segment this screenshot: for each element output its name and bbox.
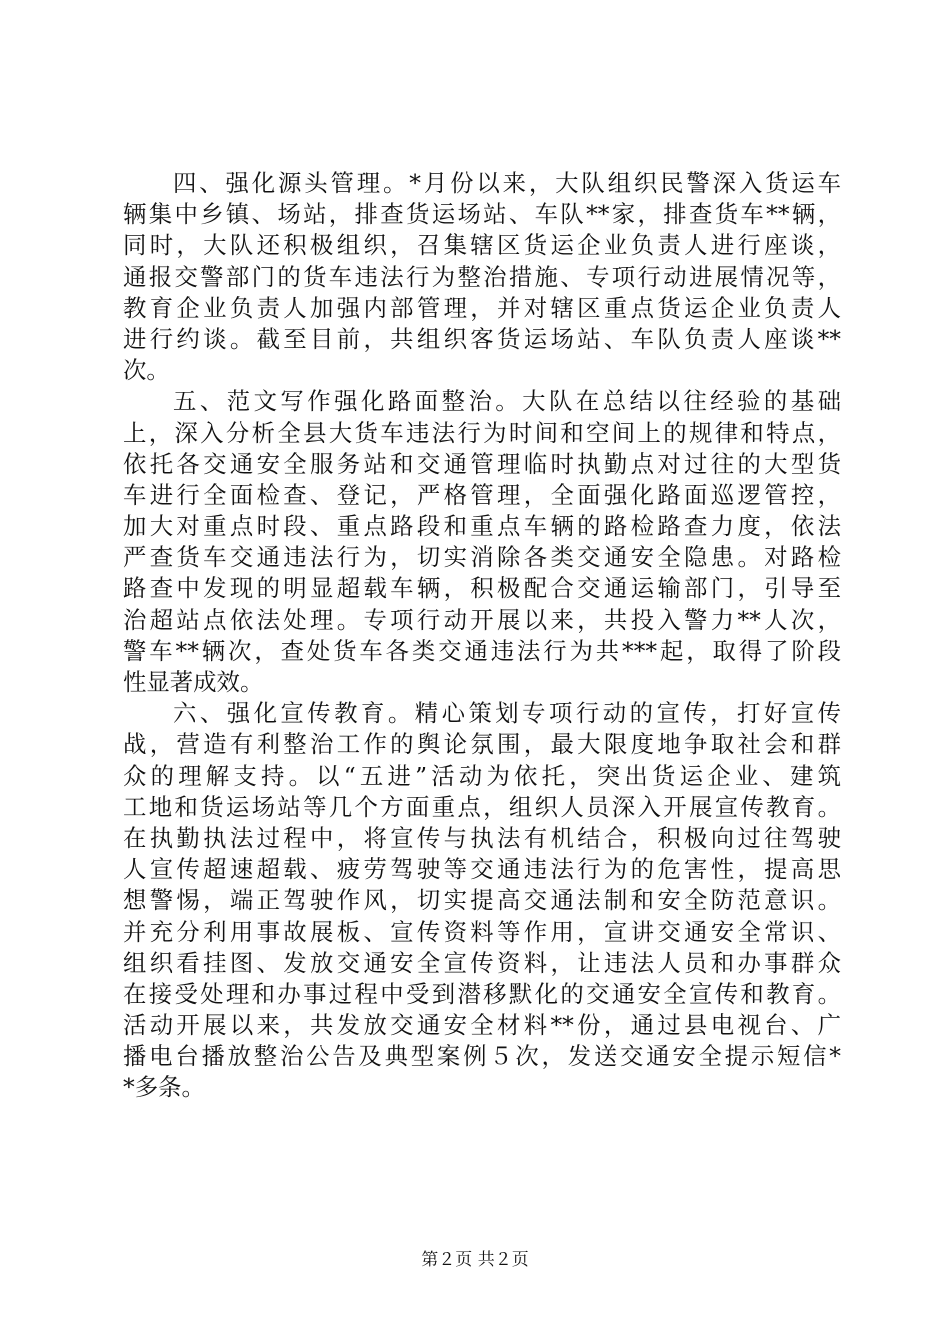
- paragraph-line: 战，营造有利整治工作的舆论氛围，最大限度地争取社会和群: [123, 730, 841, 759]
- paragraph-line: 进行约谈。截至目前，共组织客货运场站、车队负责人座谈**: [123, 324, 841, 353]
- paragraph-line: 众的理解支持。以“五进”活动为依托，突出货运企业、建筑: [123, 761, 841, 790]
- paragraph-line: 在执勤执法过程中，将宣传与执法有机结合，积极向过往驾驶: [123, 823, 841, 852]
- paragraph-line: 组织看挂图、发放交通安全宣传资料，让违法人员和办事群众: [123, 948, 841, 977]
- paragraph: [123, 698, 841, 1103]
- paragraph-line: 在接受处理和办事过程中受到潜移默化的交通安全宣传和教育。: [123, 979, 841, 1008]
- paragraph-line: 人宣传超速超载、疲劳驾驶等交通违法行为的危害性，提高思: [123, 855, 841, 884]
- paragraph-line: *多条。: [123, 1073, 205, 1102]
- paragraph-line: 次。: [123, 356, 170, 385]
- paragraph-line: 性显著成效。: [123, 668, 264, 696]
- paragraph-line: 车进行全面检查、登记，严格管理，全面强化路面巡逻管控，: [123, 480, 841, 509]
- paragraph-line: 上，深入分析全县大货车违法行为时间和空间上的规律和特点，: [123, 418, 841, 447]
- paragraph-line: 五、范文写作强化路面整治。大队在总结以往经验的基础: [173, 387, 841, 416]
- paragraph-line: 加大对重点时段、重点路段和重点车辆的路检路查力度，依法: [123, 512, 841, 541]
- paragraph: [123, 168, 841, 386]
- paragraph-line: 路查中发现的明显超载车辆，积极配合交通运输部门，引导至: [123, 574, 841, 603]
- paragraph-line: 治超站点依法处理。专项行动开展以来，共投入警力**人次，: [123, 605, 841, 634]
- paragraph-line: 警车**辆次，查处货车各类交通违法行为共***起，取得了阶段: [123, 636, 841, 665]
- paragraph: [123, 386, 841, 698]
- paragraph-line: 同时，大队还积极组织，召集辖区货运企业负责人进行座谈，: [123, 231, 841, 260]
- paragraph-line: 辆集中乡镇、场站，排查货运场站、车队**家，排查货车**辆，: [123, 200, 841, 229]
- paragraph-line: 严查货车交通违法行为，切实消除各类交通安全隐患。对路检: [123, 543, 841, 572]
- paragraph-line: 依托各交通安全服务站和交通管理临时执勤点对过往的大型货: [123, 449, 841, 478]
- document-body: [123, 168, 841, 1104]
- page-number-label: 第２页 共２页: [421, 1250, 529, 1270]
- paragraph-line: 播电台播放整治公告及典型案例５次，发送交通安全提示短信*: [123, 1042, 841, 1071]
- paragraph-line: 六、强化宣传教育。精心策划专项行动的宣传，打好宣传: [173, 699, 841, 728]
- paragraph-line: 想警惕，端正驾驶作风，切实提高交通法制和安全防范意识。: [123, 886, 841, 915]
- paragraph-line: 并充分利用事故展板、宣传资料等作用，宣讲交通安全常识、: [123, 917, 841, 946]
- paragraph-line: 活动开展以来，共发放交通安全材料**份，通过县电视台、广: [123, 1011, 841, 1040]
- paragraph-line: 教育企业负责人加强内部管理，并对辖区重点货运企业负责人: [123, 293, 841, 322]
- paragraph-line: 工地和货运场站等几个方面重点，组织人员深入开展宣传教育。: [123, 792, 841, 821]
- page-footer: [0, 1248, 950, 1272]
- paragraph-line: 四、强化源头管理。*月份以来，大队组织民警深入货运车: [173, 169, 841, 197]
- paragraph-line: 通报交警部门的货车违法行为整治措施、专项行动进展情况等，: [123, 262, 841, 291]
